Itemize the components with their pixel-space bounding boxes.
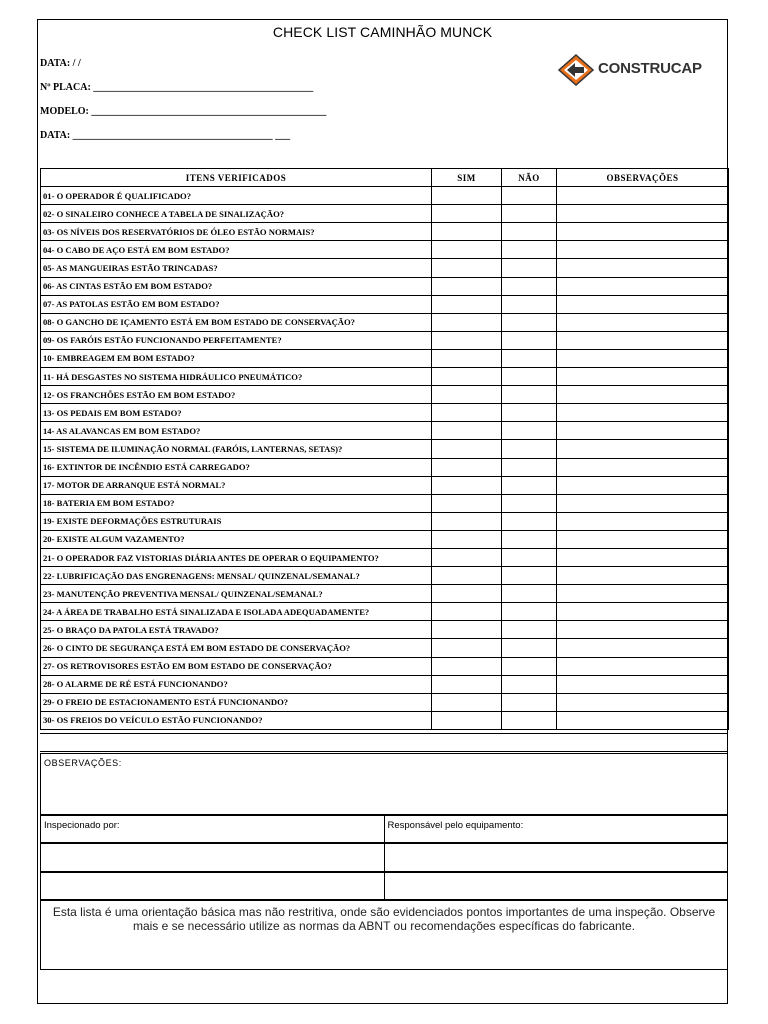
observacoes-cell[interactable] xyxy=(557,386,729,404)
observations-box[interactable] xyxy=(40,753,728,815)
sim-cell[interactable] xyxy=(432,711,502,729)
sim-cell[interactable] xyxy=(432,603,502,621)
item-label: 20- EXISTE ALGUM VAZAMENTO? xyxy=(41,530,432,548)
observacoes-cell[interactable] xyxy=(557,458,729,476)
nao-cell[interactable] xyxy=(502,639,557,657)
nao-cell[interactable] xyxy=(502,386,557,404)
table-row xyxy=(41,187,729,205)
observacoes-cell[interactable] xyxy=(557,494,729,512)
date-field[interactable]: DATA: / / xyxy=(40,58,81,69)
nao-cell[interactable] xyxy=(502,567,557,585)
observacoes-cell[interactable] xyxy=(557,241,729,259)
sim-cell[interactable] xyxy=(432,512,502,530)
observacoes-cell[interactable] xyxy=(557,639,729,657)
nao-cell[interactable] xyxy=(502,422,557,440)
table-row xyxy=(41,711,729,729)
nao-cell[interactable] xyxy=(502,349,557,367)
nao-cell[interactable] xyxy=(502,295,557,313)
item-label: 30- OS FREIOS DO VEÍCULO ESTÃO FUNCIONANDO? xyxy=(41,711,432,729)
observacoes-cell[interactable] xyxy=(557,259,729,277)
observacoes-cell[interactable] xyxy=(557,675,729,693)
table-row xyxy=(41,621,729,639)
item-label: 06- AS CINTAS ESTÃO EM BOM ESTADO? xyxy=(41,277,432,295)
table-row xyxy=(41,548,729,566)
item-label: 28- O ALARME DE RÉ ESTÁ FUNCIONANDO? xyxy=(41,675,432,693)
inspector-label: Inspecionado por: xyxy=(40,815,385,843)
table-row xyxy=(41,386,729,404)
table-row xyxy=(41,494,729,512)
nao-cell[interactable] xyxy=(502,585,557,603)
header-nao: NÃO xyxy=(502,169,557,187)
table-row xyxy=(41,422,729,440)
observacoes-cell[interactable] xyxy=(557,603,729,621)
nao-cell[interactable] xyxy=(502,711,557,729)
table-row xyxy=(41,512,729,530)
item-label: 19- EXISTE DEFORMAÇÕES ESTRUTURAIS xyxy=(41,512,432,530)
table-header-row xyxy=(41,169,729,187)
item-label: 13- OS PEDAIS EM BOM ESTADO? xyxy=(41,404,432,422)
nao-cell[interactable] xyxy=(502,277,557,295)
observacoes-cell[interactable] xyxy=(557,585,729,603)
table-row xyxy=(41,530,729,548)
page-title: CHECK LIST CAMINHÃO MUNCK xyxy=(272,24,493,40)
sim-cell[interactable] xyxy=(432,386,502,404)
table-row xyxy=(41,567,729,585)
item-label: 29- O FREIO DE ESTACIONAMENTO ESTÁ FUNCIONANDO? xyxy=(41,693,432,711)
logo-text: CONSTRUCAP xyxy=(598,60,702,77)
observacoes-cell[interactable] xyxy=(557,711,729,729)
observacoes-cell[interactable] xyxy=(557,621,729,639)
table-row xyxy=(41,349,729,367)
table-row xyxy=(41,693,729,711)
inspector-name-field[interactable] xyxy=(40,872,385,900)
observacoes-cell[interactable] xyxy=(557,530,729,548)
table-row xyxy=(41,639,729,657)
date-field-2[interactable]: DATA: ________________________________________ ___ xyxy=(40,130,291,141)
checklist-sheet xyxy=(37,19,728,1004)
observacoes-cell[interactable] xyxy=(557,187,729,205)
item-label: 10- EMBREAGEM EM BOM ESTADO? xyxy=(41,349,432,367)
table-row xyxy=(41,458,729,476)
item-label: 14- AS ALAVANCAS EM BOM ESTADO? xyxy=(41,422,432,440)
header-sim: SIM xyxy=(432,169,502,187)
observacoes-cell[interactable] xyxy=(557,331,729,349)
sim-cell[interactable] xyxy=(432,585,502,603)
observacoes-cell[interactable] xyxy=(557,512,729,530)
sim-cell[interactable] xyxy=(432,675,502,693)
nao-cell[interactable] xyxy=(502,241,557,259)
table-row xyxy=(41,440,729,458)
nao-cell[interactable] xyxy=(502,205,557,223)
nao-cell[interactable] xyxy=(502,187,557,205)
item-label: 25- O BRAÇO DA PATOLA ESTÁ TRAVADO? xyxy=(41,621,432,639)
observacoes-cell[interactable] xyxy=(557,368,729,386)
item-label: 26- O CINTO DE SEGURANÇA ESTÁ EM BOM ESTADO DE CONSERVAÇÃO? xyxy=(41,639,432,657)
item-label: 27- OS RETROVISORES ESTÃO EM BOM ESTADO DE CONSERVAÇÃO? xyxy=(41,657,432,675)
sim-cell[interactable] xyxy=(432,494,502,512)
observacoes-cell[interactable] xyxy=(557,422,729,440)
table-row xyxy=(41,241,729,259)
item-label: 02- O SINALEIRO CONHECE A TABELA DE SINALIZAÇÃO? xyxy=(41,205,432,223)
item-label: 18- BATERIA EM BOM ESTADO? xyxy=(41,494,432,512)
table-row xyxy=(41,476,729,494)
table-spacer-row xyxy=(40,733,728,752)
signature-row-2 xyxy=(40,872,728,900)
nao-cell[interactable] xyxy=(502,458,557,476)
sim-cell[interactable] xyxy=(432,259,502,277)
sim-cell[interactable] xyxy=(432,458,502,476)
nao-cell[interactable] xyxy=(502,494,557,512)
checklist-table xyxy=(40,168,729,730)
table-row xyxy=(41,368,729,386)
observacoes-cell[interactable] xyxy=(557,693,729,711)
item-label: 07- AS PATOLAS ESTÃO EM BOM ESTADO? xyxy=(41,295,432,313)
inspector-signature-field[interactable] xyxy=(40,843,385,872)
observacoes-cell[interactable] xyxy=(557,277,729,295)
item-label: 16- EXTINTOR DE INCÊNDIO ESTÁ CARREGADO? xyxy=(41,458,432,476)
nao-cell[interactable] xyxy=(502,548,557,566)
item-label: 12- OS FRANCHÕES ESTÃO EM BOM ESTADO? xyxy=(41,386,432,404)
arrow-diamond-icon xyxy=(558,54,594,86)
item-label: 15- SISTEMA DE ILUMINAÇÃO NORMAL (FARÓIS, LANTERNAS, SETAS)? xyxy=(41,440,432,458)
sim-cell[interactable] xyxy=(432,404,502,422)
table-row xyxy=(41,205,729,223)
item-label: 01- O OPERADOR É QUALIFICADO? xyxy=(41,187,432,205)
item-label: 24- A ÁREA DE TRABALHO ESTÁ SINALIZADA E ISOLADA ADEQUADAMENTE? xyxy=(41,603,432,621)
nao-cell[interactable] xyxy=(502,259,557,277)
construcap-logo xyxy=(558,54,708,86)
sim-cell[interactable] xyxy=(432,313,502,331)
sim-cell[interactable] xyxy=(432,548,502,566)
item-label: 17- MOTOR DE ARRANQUE ESTÁ NORMAL? xyxy=(41,476,432,494)
sim-cell[interactable] xyxy=(432,476,502,494)
responsible-signature-field[interactable] xyxy=(385,843,729,872)
sim-cell[interactable] xyxy=(432,693,502,711)
item-label: 21- O OPERADOR FAZ VISTORIAS DIÁRIA ANTES DE OPERAR O EQUIPAMENTO? xyxy=(41,548,432,566)
observacoes-cell[interactable] xyxy=(557,295,729,313)
table-row xyxy=(41,313,729,331)
nao-cell[interactable] xyxy=(502,512,557,530)
table-row xyxy=(41,657,729,675)
item-label: 11- HÁ DESGASTES NO SISTEMA HIDRÁULICO PNEUMÁTICO? xyxy=(41,368,432,386)
nao-cell[interactable] xyxy=(502,313,557,331)
observacoes-cell[interactable] xyxy=(557,567,729,585)
responsible-label: Responsável pelo equipamento: xyxy=(385,815,729,843)
sim-cell[interactable] xyxy=(432,422,502,440)
nao-cell[interactable] xyxy=(502,675,557,693)
item-label: 04- O CABO DE AÇO ESTÁ EM BOM ESTADO? xyxy=(41,241,432,259)
nao-cell[interactable] xyxy=(502,223,557,241)
disclaimer-note: Esta lista é uma orientação básica mas não restritiva, onde são evidenciados pontos importantes de uma inspeção. Observe mais e se necessário utilize as normas da ABNT ou recomendações específicas do fabricante. xyxy=(40,900,728,970)
sim-cell[interactable] xyxy=(432,349,502,367)
table-row xyxy=(41,277,729,295)
observacoes-cell[interactable] xyxy=(557,349,729,367)
signature-label-row xyxy=(40,815,728,843)
observacoes-cell[interactable] xyxy=(557,223,729,241)
observacoes-cell[interactable] xyxy=(557,404,729,422)
observacoes-cell[interactable] xyxy=(557,313,729,331)
signature-row-1 xyxy=(40,843,728,872)
header-observacoes: OBSERVAÇÕES xyxy=(557,169,729,187)
table-row xyxy=(41,603,729,621)
nao-cell[interactable] xyxy=(502,530,557,548)
sim-cell[interactable] xyxy=(432,295,502,313)
sim-cell[interactable] xyxy=(432,331,502,349)
observations-label: OBSERVAÇÕES: xyxy=(44,758,122,768)
table-row xyxy=(41,295,729,313)
nao-cell[interactable] xyxy=(502,603,557,621)
item-label: 22- LUBRIFICAÇÃO DAS ENGRENAGENS: MENSAL/ QUINZENAL/SEMANAL? xyxy=(41,567,432,585)
observacoes-cell[interactable] xyxy=(557,657,729,675)
item-label: 03- OS NÍVEIS DOS RESERVATÓRIOS DE ÓLEO ESTÃO NORMAIS? xyxy=(41,223,432,241)
sim-cell[interactable] xyxy=(432,368,502,386)
header-items: ITENS VERIFICADOS xyxy=(41,169,432,187)
nao-cell[interactable] xyxy=(502,368,557,386)
table-row xyxy=(41,585,729,603)
nao-cell[interactable] xyxy=(502,331,557,349)
sim-cell[interactable] xyxy=(432,277,502,295)
sim-cell[interactable] xyxy=(432,205,502,223)
item-label: 05- AS MANGUEIRAS ESTÃO TRINCADAS? xyxy=(41,259,432,277)
sim-cell[interactable] xyxy=(432,187,502,205)
nao-cell[interactable] xyxy=(502,657,557,675)
sim-cell[interactable] xyxy=(432,530,502,548)
responsible-name-field[interactable] xyxy=(385,872,729,900)
sim-cell[interactable] xyxy=(432,223,502,241)
table-row xyxy=(41,404,729,422)
observacoes-cell[interactable] xyxy=(557,205,729,223)
table-row xyxy=(41,331,729,349)
observacoes-cell[interactable] xyxy=(557,548,729,566)
item-label: 08- O GANCHO DE IÇAMENTO ESTÁ EM BOM ESTADO DE CONSERVAÇÃO? xyxy=(41,313,432,331)
sim-cell[interactable] xyxy=(432,639,502,657)
table-row xyxy=(41,675,729,693)
nao-cell[interactable] xyxy=(502,440,557,458)
model-field[interactable]: MODELO: _______________________________________________ xyxy=(40,106,327,117)
sim-cell[interactable] xyxy=(432,621,502,639)
observacoes-cell[interactable] xyxy=(557,476,729,494)
plate-field[interactable]: Nº PLACA: ____________________________________________ xyxy=(40,82,314,93)
item-label: 09- OS FARÓIS ESTÃO FUNCIONANDO PERFEITAMENTE? xyxy=(41,331,432,349)
item-label: 23- MANUTENÇÃO PREVENTIVA MENSAL/ QUINZENAL/SEMANAL? xyxy=(41,585,432,603)
sim-cell[interactable] xyxy=(432,567,502,585)
sim-cell[interactable] xyxy=(432,440,502,458)
sim-cell[interactable] xyxy=(432,241,502,259)
table-row xyxy=(41,223,729,241)
nao-cell[interactable] xyxy=(502,621,557,639)
nao-cell[interactable] xyxy=(502,404,557,422)
sim-cell[interactable] xyxy=(432,657,502,675)
observacoes-cell[interactable] xyxy=(557,440,729,458)
nao-cell[interactable] xyxy=(502,476,557,494)
nao-cell[interactable] xyxy=(502,693,557,711)
table-row xyxy=(41,259,729,277)
